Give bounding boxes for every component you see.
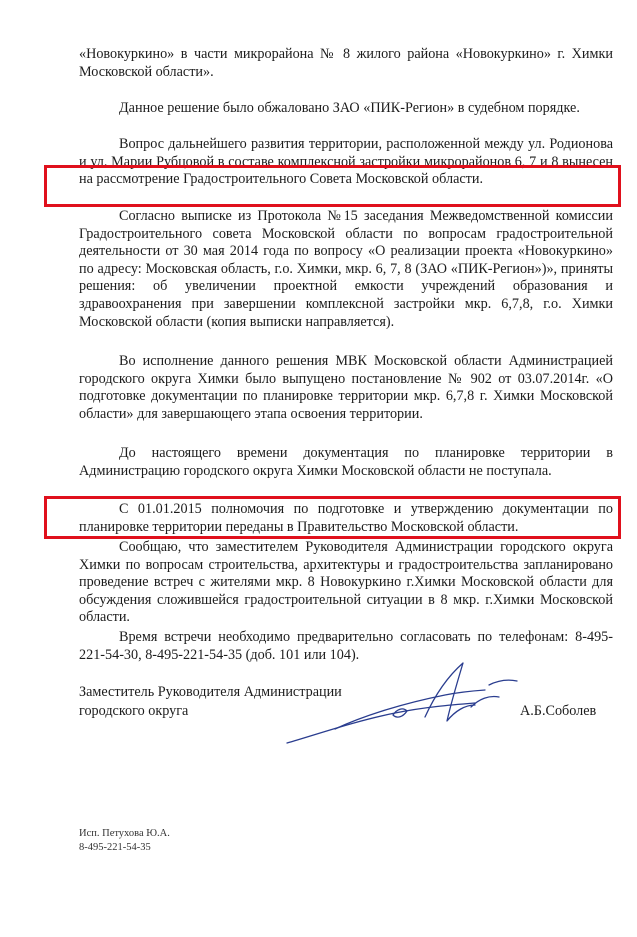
highlight-box-pravitelstvo (44, 496, 621, 539)
highlight-box-gradostroitelny-sovet (44, 165, 621, 207)
handwritten-signature (275, 655, 520, 750)
paragraph-8: Сообщаю, что заместителем Руководителя Администрации городского округа Химки по вопросам строительства, архитектуры и градостроительства запланировано проведение встреч с жителями мкр. 8 Новокуркино г.Химки Московской области для обсуждения сложившейся градостроительной ситуации в 8 мкр. г.Химки Московской области. (79, 539, 613, 626)
signatory-position-line-1: Заместитель Руководителя Администрации (79, 684, 342, 700)
executor-phone: 8-495-221-54-35 (79, 841, 151, 853)
paragraph-1: «Новокуркино» в части микрорайона № 8 жилого района «Новокуркино» г. Химки Московской области». (79, 46, 613, 80)
paragraph-2: Данное решение было обжаловано ЗАО «ПИК-Регион» в судебном порядке. (119, 100, 580, 116)
paragraph-4: Согласно выписке из Протокола №15 заседания Межведомственной комиссии Градостроительного совета Московской области по вопросам градостроительной деятельности от 30 мая 2014 года по вопросу «О реализации проекта «Новокуркино» по адресу: Московская область, г.о. Химки, мкр. 6, 7, 8 (ЗАО «ПИК-Регион»)», приняты решения: об увеличении проектной емкости учреждений образования и здравоохранения при завершении комплексной застройки мкр. 6,7,8, г.о. Химки Московской области (копия выписки направляется). (79, 208, 613, 330)
executor-info (79, 827, 170, 854)
paragraph-7: С 01.01.2015 полномочия по подготовке и утверждению документации по планировке территории переданы в Правительство Московской области. (79, 501, 613, 535)
paragraph-5: Во исполнение данного решения МВК Московской области Администрацией городского округа Химки было выпущено постановление № 902 от 03.07.2014г. «О подготовке документации по планировке территории мкр. 6,7,8 г. Химки Московской области» для завершающего этапа освоения территории. (79, 353, 613, 422)
signatory-name: А.Б.Соболев (520, 703, 597, 719)
paragraph-9: Время встречи необходимо предварительно согласовать по телефонам: 8-495-221-54-30, 8-495-221-54-35 (доб. 101 или 104). (79, 629, 613, 663)
paragraph-3: Вопрос дальнейшего развития территории, расположенной между ул. Родионова и ул. Марии Рубцовой в составе комплексной застройки микрорайонов 6, 7 и 8 вынесен на рассмотрение Градостроительного Совета Московской области. (79, 136, 613, 188)
paragraph-6: До настоящего времени документация по планировке территории в Администрацию городского округа Химки Московской области не поступала. (79, 445, 613, 479)
signatory-position-line-2: городского округа (79, 703, 189, 719)
executor-name: Исп. Петухова Ю.А. (79, 828, 170, 839)
